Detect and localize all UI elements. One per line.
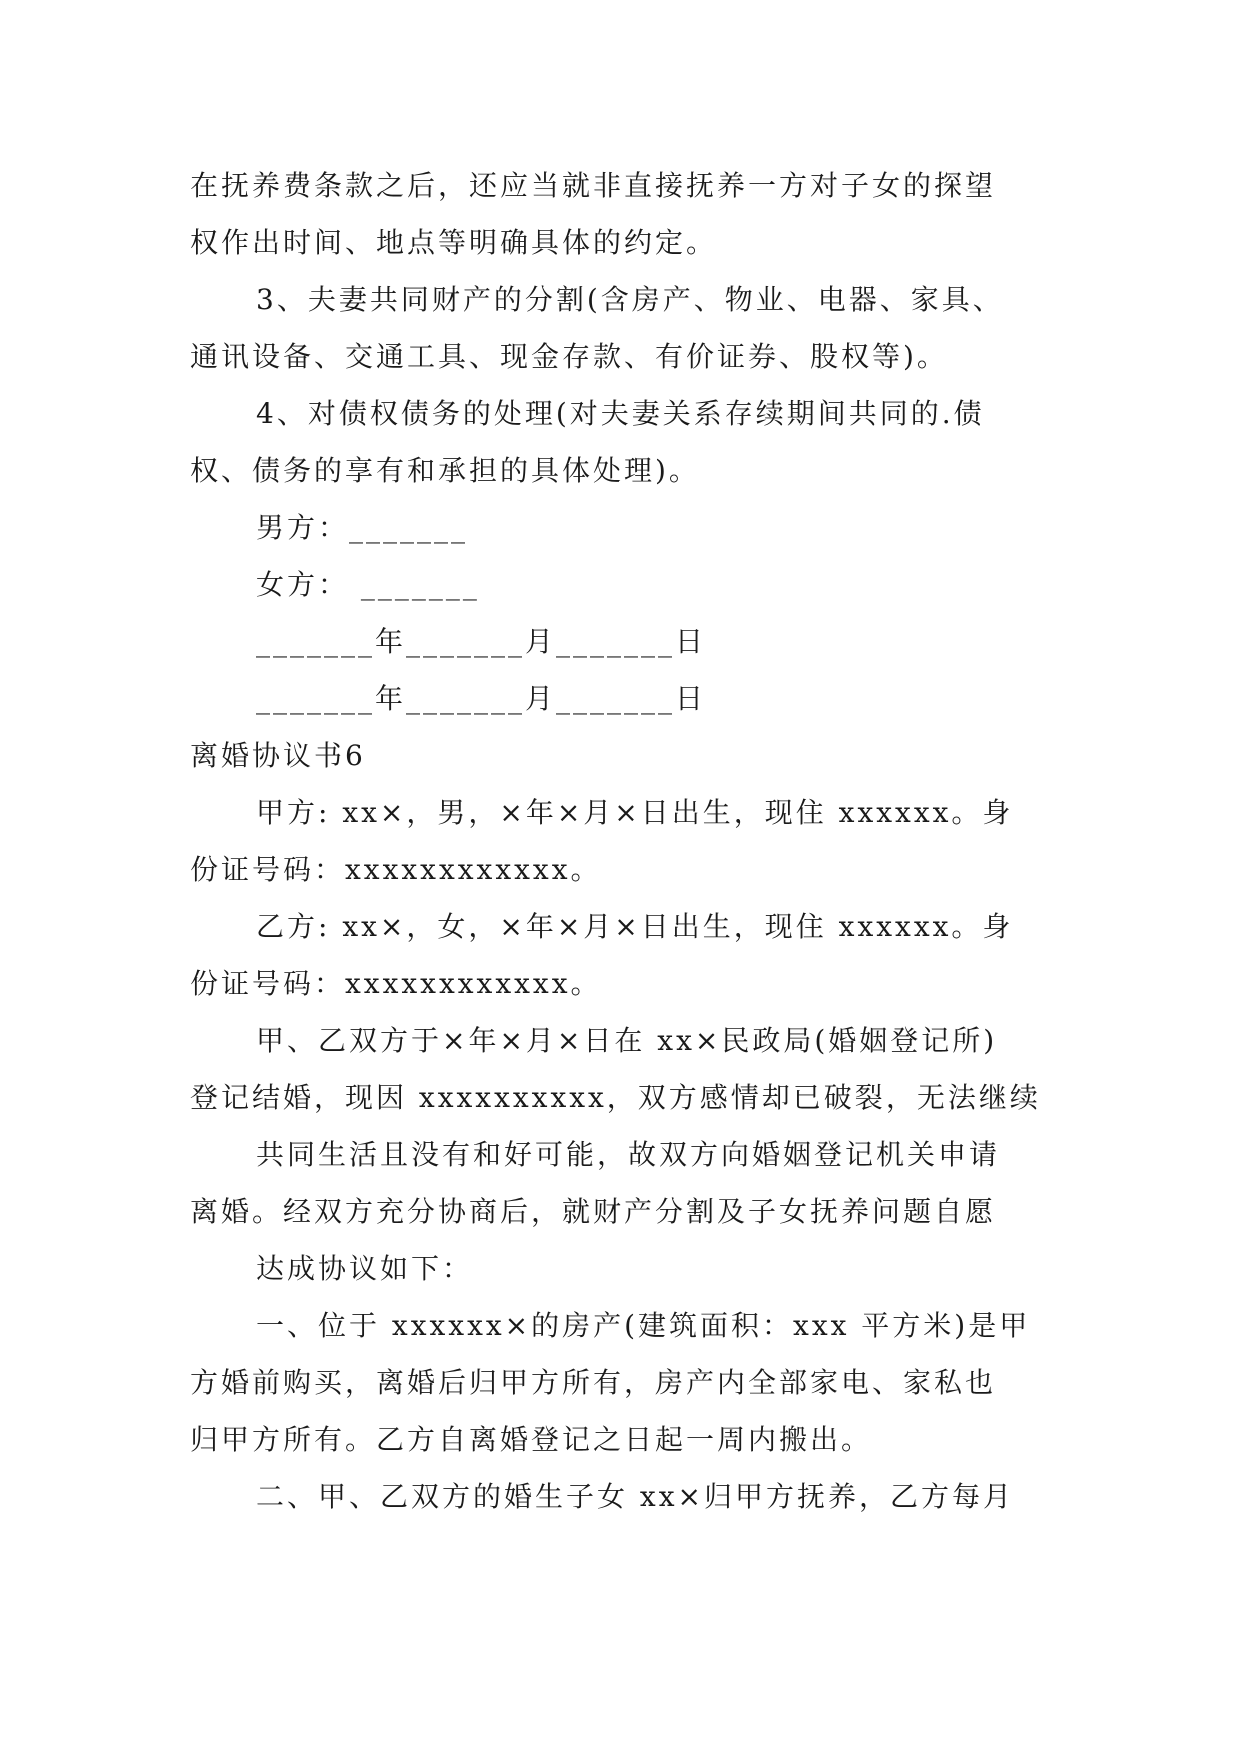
text-line: 乙方: xx×，女，×年×月×日出生，现住 xxxxxx。身 — [256, 910, 1014, 943]
text-line: 3、夫妻共同财产的分割(含房产、物业、电器、家具、 — [256, 283, 1004, 316]
text-line: 离婚。经双方充分协商后，就财产分割及子女抚养问题自愿 — [190, 1195, 997, 1228]
text-line: 份证号码：xxxxxxxxxxxx。 — [190, 853, 602, 886]
section-title: 离婚协议书6 — [190, 739, 366, 772]
signature-line-male: 男方：_______ — [256, 511, 469, 544]
date-line: _______年_______月_______日 — [256, 625, 707, 658]
text-line: 二、甲、乙双方的婚生子女 xx×归甲方抚养，乙方每月 — [256, 1480, 1014, 1513]
text-line: 甲、乙双方于×年×月×日在 xx×民政局(婚姻登记所) — [256, 1024, 998, 1057]
text-line: 在抚养费条款之后，还应当就非直接抚养一方对子女的探望 — [190, 169, 997, 202]
text-line: 达成协议如下： — [256, 1252, 474, 1285]
text-line: 份证号码：xxxxxxxxxxxx。 — [190, 967, 602, 1000]
text-line: 登记结婚，现因 xxxxxxxxxx，双方感情却已破裂，无法继续 — [190, 1081, 1041, 1114]
text-line: 通讯设备、交通工具、现金存款、有价证券、股权等)。 — [190, 340, 948, 373]
signature-line-female: 女方： _______ — [256, 568, 480, 601]
text-line: 归甲方所有。乙方自离婚登记之日起一周内搬出。 — [190, 1423, 873, 1456]
date-line: _______年_______月_______日 — [256, 682, 707, 715]
text-line: 4、对债权债务的处理(对夫妻关系存续期间共同的.债 — [256, 397, 985, 430]
text-line: 权作出时间、地点等明确具体的约定。 — [190, 226, 718, 259]
text-line: 方婚前购买，离婚后归甲方所有，房产内全部家电、家私也 — [190, 1366, 997, 1399]
text-line: 甲方: xx×，男，×年×月×日出生，现住 xxxxxx。身 — [256, 796, 1014, 829]
text-line: 共同生活且没有和好可能，故双方向婚姻登记机关申请 — [256, 1138, 1001, 1171]
text-line: 一、位于 xxxxxx×的房产(建筑面积：xxx 平方米)是甲 — [256, 1309, 1031, 1342]
text-line: 权、债务的享有和承担的具体处理)。 — [190, 454, 700, 487]
